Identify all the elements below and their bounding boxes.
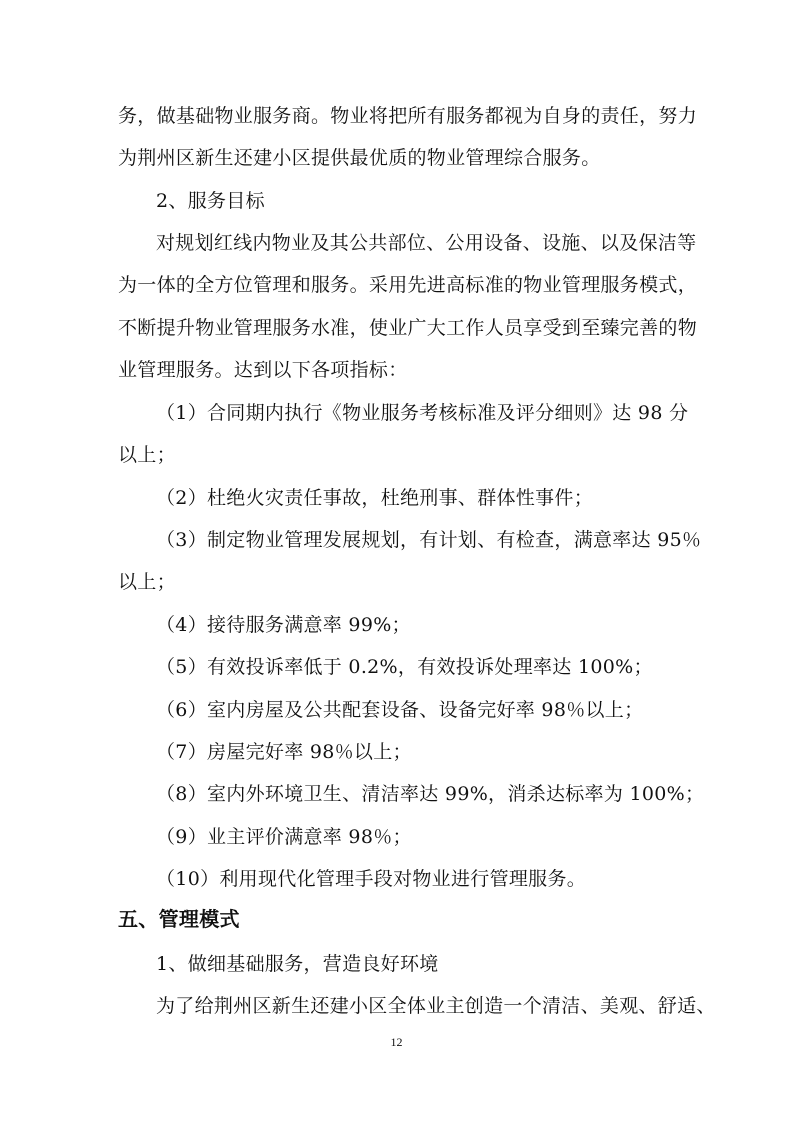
list-item: （6）室内房屋及公共配套设备、设备完好率 98％以上； xyxy=(156,699,644,721)
list-item: （2）杜绝火灾责任事故，杜绝刑事、群体性事件； xyxy=(156,487,593,509)
paragraph-line: 不断提升物业管理服务水准，使业广大工作人员享受到至臻完善的物 xyxy=(118,317,698,339)
section-subheading: 1、做细基础服务，营造良好环境 xyxy=(156,953,439,975)
list-item-continuation: 以上； xyxy=(118,571,176,593)
paragraph-line: 业管理服务。达到以下各项指标： xyxy=(118,359,408,381)
list-item: （4）接待服务满意率 99%； xyxy=(156,614,411,636)
paragraph-line: 为了给荆州区新生还建小区全体业主创造一个清洁、美观、舒适、 xyxy=(156,995,716,1017)
section-heading: 五、管理模式 xyxy=(118,907,240,931)
list-item: （3）制定物业管理发展规划，有计划、有检查，满意率达 95％ xyxy=(156,529,702,551)
list-item: （10）利用现代化管理手段对物业进行管理服务。 xyxy=(156,868,587,890)
list-item: （7）房屋完好率 98％以上； xyxy=(156,741,412,763)
list-item: （8）室内外环境卫生、清洁率达 99%，消杀达标率为 100%； xyxy=(156,783,705,805)
section-subheading: 2、服务目标 xyxy=(156,190,265,212)
list-item-continuation: 以上； xyxy=(118,444,176,466)
paragraph-line: 务，做基础物业服务商。物业将把所有服务都视为自身的责任，努力 xyxy=(118,105,698,127)
paragraph-line: 为荆州区新生还建小区提供最优质的物业管理综合服务。 xyxy=(118,147,601,169)
page-number: 12 xyxy=(390,1035,403,1049)
list-item: （1）合同期内执行《物业服务考核标准及评分细则》达 98 分 xyxy=(156,402,689,424)
paragraph-line: 对规划红线内物业及其公共部位、公用设备、设施、以及保洁等 xyxy=(156,232,697,254)
list-item: （9）业主评价满意率 98％； xyxy=(156,826,412,848)
list-item: （5）有效投诉率低于 0.2%，有效投诉处理率达 100%； xyxy=(156,656,653,678)
paragraph-line: 为一体的全方位管理和服务。采用先进高标准的物业管理服务模式， xyxy=(118,274,698,296)
